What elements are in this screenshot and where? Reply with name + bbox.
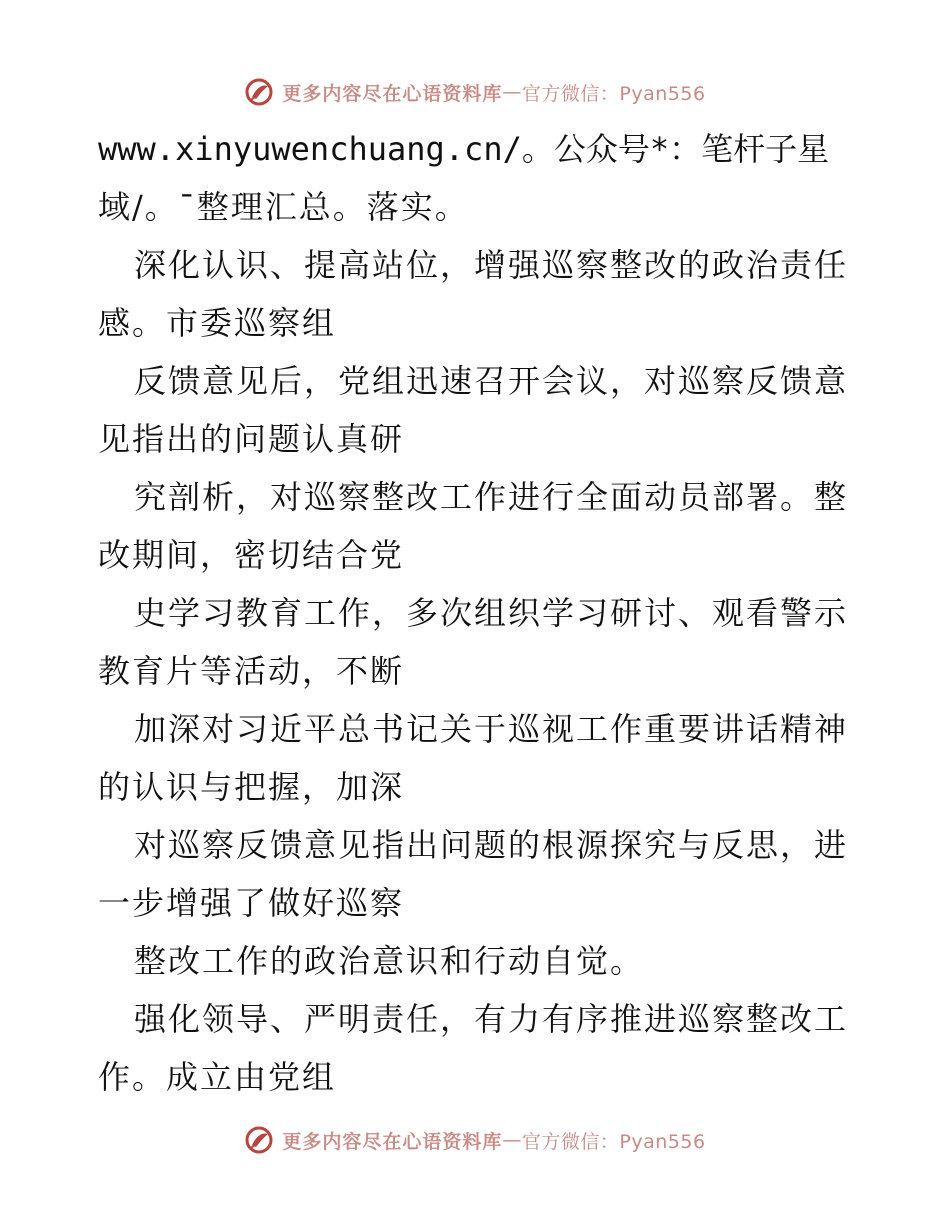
body-line: 究剖析，对巡察整改工作进行全面动员部署。整: [134, 478, 849, 516]
body-line: 深化认识、提高站位，增强巡察整改的政治责任: [134, 246, 849, 284]
body-line: www.xinyuwenchuang.cn/。公众号*：笔杆子星: [98, 130, 830, 168]
body-line: 域/。¯整理汇总。落实。: [98, 188, 469, 226]
body-line: 强化领导、严明责任，有力有序推进巡察整改工: [134, 1000, 849, 1038]
banner-brand-text: 更多内容尽在心语资料库: [282, 82, 503, 105]
document-body: [98, 120, 858, 1106]
body-line: 整改工作的政治意识和行动自觉。: [134, 942, 645, 980]
body-line: 感。市委巡察组: [98, 304, 337, 342]
body-line: 一步增强了做好巡察: [98, 884, 405, 922]
footer-banner: [0, 1120, 950, 1160]
body-line: 改期间，密切结合党: [98, 536, 405, 574]
body-line: 对巡察反馈意见指出问题的根源探究与反思，进: [134, 826, 849, 864]
banner-brand-text: 更多内容尽在心语资料库: [282, 1130, 503, 1153]
body-line: 作。成立由党组: [98, 1058, 337, 1096]
banner-separator: —: [502, 81, 522, 103]
header-banner: [0, 72, 950, 112]
brand-logo-icon: [244, 1125, 274, 1155]
body-line: 教育片等活动，不断: [98, 652, 405, 690]
body-line: 见指出的问题认真研: [98, 420, 405, 458]
body-line: 史学习教育工作，多次组织学习研讨、观看警示: [134, 594, 849, 632]
banner-separator: —: [502, 1129, 522, 1151]
banner-contact-text: 官方微信：Pyan556: [521, 1130, 706, 1153]
brand-logo-icon: [244, 77, 274, 107]
body-line: 反馈意见后，党组迅速召开会议，对巡察反馈意: [134, 362, 849, 400]
body-line: 加深对习近平总书记关于巡视工作重要讲话精神: [134, 710, 849, 748]
banner-contact-text: 官方微信：Pyan556: [521, 82, 706, 105]
body-line: 的认识与把握，加深: [98, 768, 405, 806]
